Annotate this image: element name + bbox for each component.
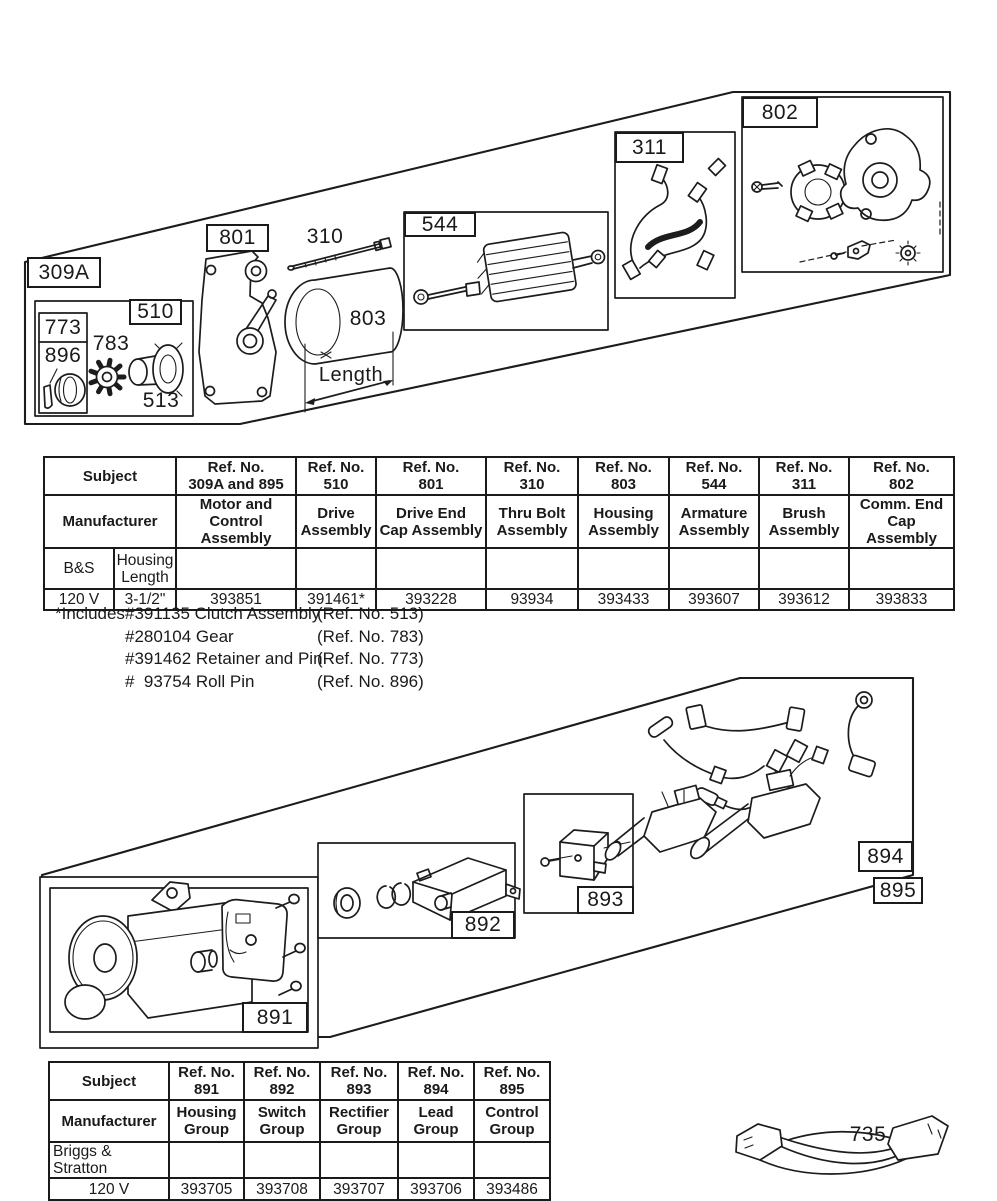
- bs-cell: B&S: [44, 548, 114, 589]
- ref-label: Ref. No.: [775, 459, 833, 476]
- assembly-line2: Control Assembly: [200, 513, 272, 547]
- footnote-line: [55, 648, 424, 671]
- part-number-cell: 393486: [474, 1178, 550, 1200]
- groups-parts-table: [48, 1061, 551, 1201]
- empty-cell: [759, 548, 849, 589]
- part-number-cell: 393433: [578, 589, 669, 610]
- footnote-part: #280104 Gear: [125, 626, 234, 646]
- callout-895: 895: [873, 877, 923, 904]
- callout-893: 893: [577, 886, 634, 914]
- footnote-part: # 93754 Roll Pin: [125, 671, 255, 691]
- group-line2: Group: [413, 1121, 459, 1138]
- empty-cell: [849, 548, 954, 589]
- ref-label: Ref. No.: [402, 459, 460, 476]
- group-line1: Switch: [257, 1104, 307, 1121]
- ref-header-cell: [669, 457, 759, 495]
- ref-number: 895: [499, 1081, 525, 1098]
- assembly-header-cell: [376, 495, 486, 548]
- footnote-ref: (Ref. No. 783): [317, 626, 424, 646]
- footnote-line: [55, 603, 424, 626]
- group-header-cell: [320, 1100, 398, 1142]
- group-line1: Control: [485, 1104, 539, 1121]
- ref-label: Ref. No.: [330, 1064, 388, 1081]
- part-number-cell: 393612: [759, 589, 849, 610]
- empty-cell: [169, 1142, 244, 1178]
- ref-number: 801: [418, 476, 444, 493]
- ref-header-cell: [320, 1062, 398, 1100]
- part-number-cell: 393851: [176, 589, 296, 610]
- callout-891: 891: [242, 1002, 308, 1033]
- assembly-line2: Assembly: [588, 521, 659, 539]
- ref-number: 510: [323, 476, 349, 493]
- ref-number: 544: [701, 476, 727, 493]
- ref-label: Ref. No.: [207, 459, 265, 476]
- callout-544: 544: [404, 212, 476, 237]
- footnote-part: #391135 Clutch Assembly: [125, 604, 321, 623]
- callout-801: 801: [206, 224, 269, 252]
- empty-cell: [244, 1142, 320, 1178]
- empty-cell: [320, 1142, 398, 1178]
- part-number-cell: 393228: [376, 589, 486, 610]
- manufacturer-header: Manufacturer: [44, 495, 176, 548]
- cable-735-drawing: [736, 1116, 948, 1174]
- assembly-line2: Cap Assembly: [866, 513, 937, 547]
- assembly-header-cell: [578, 495, 669, 548]
- assembly-line2: Assembly: [768, 521, 840, 539]
- assembly-header-cell: [176, 495, 296, 548]
- roll-pin-retainer-drawing: [44, 369, 85, 408]
- housing-length-cell: [114, 548, 176, 589]
- motor-parts-table: [43, 456, 955, 611]
- ref-header-cell: [578, 457, 669, 495]
- ref-label: Ref. No.: [178, 1064, 235, 1081]
- group-line2: Group: [336, 1121, 382, 1138]
- assembly-line1: Comm. End: [859, 496, 944, 513]
- length-value-cell: 3-1/2": [114, 589, 176, 610]
- group-header-cell: [474, 1100, 550, 1142]
- part-number-cell: 93934: [486, 589, 578, 610]
- ref-header-cell: [376, 457, 486, 495]
- assembly-header-cell: [296, 495, 376, 548]
- assembly-line1: Drive: [317, 504, 355, 522]
- empty-cell: [376, 548, 486, 589]
- ref-label: Ref. No.: [407, 1064, 465, 1081]
- footnote-line: [55, 626, 424, 649]
- part-number-cell: 393833: [849, 589, 954, 610]
- ref-label: Ref. No.: [253, 1064, 311, 1081]
- ref-label: Ref. No.: [307, 459, 365, 476]
- group-line2: Group: [259, 1121, 305, 1138]
- footnote-ref: (Ref. No. 773): [317, 649, 424, 668]
- ref-header-cell: [176, 457, 296, 495]
- footnote-ref: (Ref. No. 896): [317, 671, 424, 691]
- empty-cell: [176, 548, 296, 589]
- assembly-line1: Armature: [680, 504, 748, 522]
- empty-cell: [296, 548, 376, 589]
- footnote-prefix: [55, 626, 125, 649]
- assembly-line1: Brush: [782, 504, 826, 522]
- ref-header-cell: [398, 1062, 474, 1100]
- group-line1: Lead: [418, 1104, 454, 1121]
- callout-894: 894: [858, 841, 913, 872]
- diagram-1-starter-motor: [25, 92, 950, 424]
- assembly-line2: Assembly: [678, 521, 750, 539]
- callout-803: 803: [349, 307, 387, 330]
- assembly-line1: Thru Bolt: [498, 504, 566, 522]
- diagram-2-groups: [40, 678, 913, 1048]
- ref-label: Ref. No.: [483, 1064, 541, 1081]
- callout-310: 310: [306, 225, 344, 248]
- ref-number: 311: [791, 476, 817, 493]
- comm-end-cap-drawing: [752, 129, 940, 265]
- ref-header-cell: [244, 1062, 320, 1100]
- callout-773: 773: [44, 316, 82, 339]
- footnote-prefix: [55, 648, 125, 671]
- ref-number: 803: [610, 476, 637, 493]
- group-line2: Group: [489, 1121, 535, 1138]
- subject-header: Subject: [49, 1062, 169, 1100]
- callout-513: 513: [142, 389, 180, 412]
- assembly-header-cell: [759, 495, 849, 548]
- group-header-cell: [398, 1100, 474, 1142]
- ref-header-cell: [486, 457, 578, 495]
- ref-number: 310: [519, 476, 545, 493]
- empty-cell: [669, 548, 759, 589]
- callout-309a: 309A: [27, 257, 101, 288]
- callout-802: 802: [742, 97, 818, 128]
- ref-label: Ref. No.: [685, 459, 743, 476]
- footnotes: [55, 603, 424, 693]
- assembly-line1: Motor and: [199, 496, 273, 513]
- assembly-header-cell: [669, 495, 759, 548]
- part-number-cell: 391461*: [296, 589, 376, 610]
- callout-510: 510: [129, 299, 182, 325]
- ref-header-cell: [759, 457, 849, 495]
- callout-783: 783: [92, 332, 130, 355]
- ref-number: 893: [346, 1081, 372, 1098]
- empty-cell: [486, 548, 578, 589]
- footnote-prefix: [55, 671, 125, 694]
- housing-line2: Length: [121, 568, 169, 586]
- callout-892: 892: [451, 911, 515, 939]
- ref-number: 894: [423, 1081, 449, 1098]
- assembly-header-cell: [486, 495, 578, 548]
- callout-896: 896: [44, 344, 82, 367]
- footnote-prefix: *Includes: [55, 604, 125, 623]
- brand-cell: Briggs & Stratton: [49, 1142, 169, 1178]
- housing-line1: Housing: [116, 551, 174, 569]
- ref-header-cell: [169, 1062, 244, 1100]
- ref-number: 891: [193, 1081, 220, 1098]
- part-number-cell: 393706: [398, 1178, 474, 1200]
- ref-number: 892: [269, 1081, 295, 1098]
- group-header-cell: [169, 1100, 244, 1142]
- subject-header: Subject: [44, 457, 176, 495]
- lead-wiring-drawing: [602, 692, 876, 863]
- callout-311: 311: [615, 132, 684, 163]
- part-number-cell: 393707: [320, 1178, 398, 1200]
- part-number-cell: 393708: [244, 1178, 320, 1200]
- assembly-line2: Cap Assembly: [379, 521, 483, 539]
- voltage-cell: 120 V: [44, 589, 114, 610]
- assembly-line1: Housing: [593, 504, 654, 522]
- manufacturer-header: Manufacturer: [49, 1100, 169, 1142]
- assembly-line1: Drive End: [395, 504, 467, 522]
- armature-drawing: [414, 232, 605, 304]
- brush-wires-drawing: [623, 159, 726, 280]
- ref-header-cell: [296, 457, 376, 495]
- callout-735: 735: [849, 1123, 887, 1146]
- assembly-line2: Assembly: [300, 521, 372, 539]
- group-line1: Rectifier: [328, 1104, 390, 1121]
- length-label: Length: [318, 363, 384, 386]
- footnote-line: [55, 671, 424, 694]
- ref-number: 802: [888, 476, 915, 493]
- part-number-cell: 393705: [169, 1178, 244, 1200]
- empty-cell: [398, 1142, 474, 1178]
- ref-label: Ref. No.: [503, 459, 561, 476]
- ref-header-cell: [474, 1062, 550, 1100]
- group-line1: Housing: [176, 1104, 237, 1121]
- ref-label: Ref. No.: [873, 459, 930, 476]
- assembly-header-cell: [849, 495, 954, 548]
- gear-drawing: [91, 360, 124, 393]
- group-header-cell: [244, 1100, 320, 1142]
- footnote-ref: (Ref. No. 513): [317, 604, 424, 623]
- ref-number: 309A and 895: [188, 476, 284, 493]
- ref-label: Ref. No.: [595, 459, 652, 476]
- group-line2: Group: [184, 1121, 229, 1138]
- empty-cell: [474, 1142, 550, 1178]
- assembly-line2: Assembly: [496, 521, 568, 539]
- drive-end-cap-drawing: [199, 251, 276, 404]
- voltage-cell: 120 V: [49, 1178, 169, 1200]
- footnote-part: #391462 Retainer and Pin: [125, 649, 323, 668]
- empty-cell: [578, 548, 669, 589]
- part-number-cell: 393607: [669, 589, 759, 610]
- ref-header-cell: [849, 457, 954, 495]
